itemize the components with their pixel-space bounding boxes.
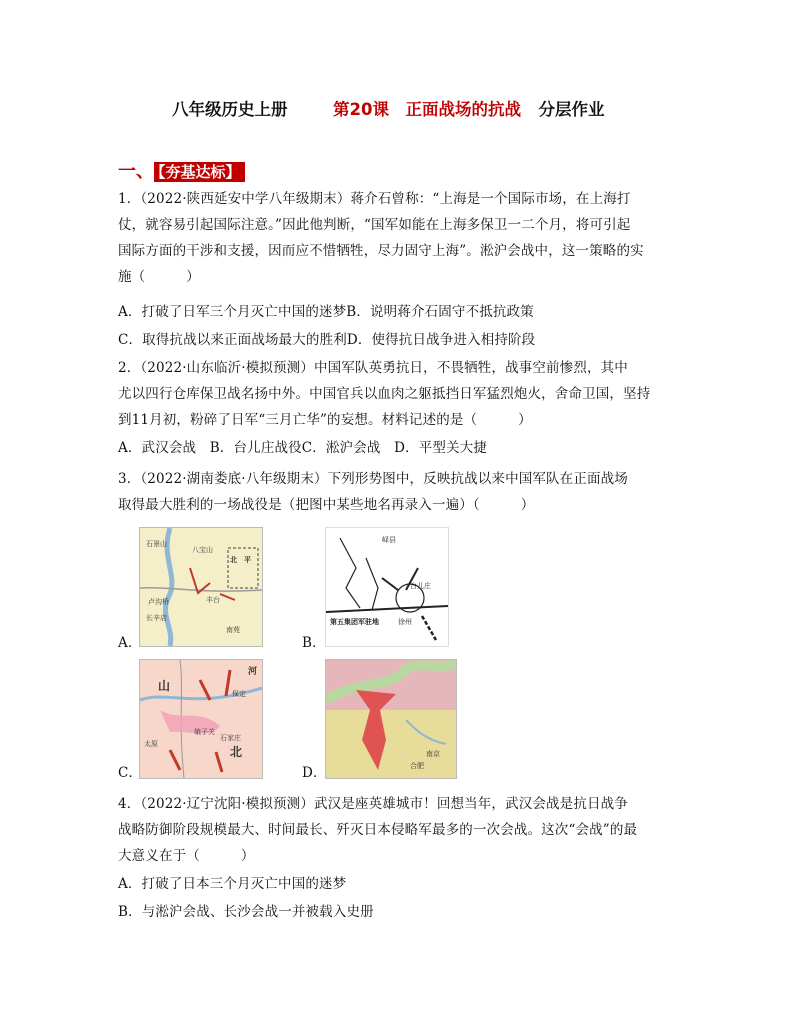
q1-line-4: 施（ ）: [118, 269, 200, 285]
q1-line-1: 1．（2022·陕西延安中学八年级期末）蒋介石曾称：“上海是一个国际市场，在上海打: [118, 191, 631, 207]
section-heading: 一、 【夯基达标】: [118, 157, 245, 183]
map-a-label-6: 丰台: [206, 596, 220, 604]
map-c-label-3: 河: [248, 667, 258, 677]
q4-option-b: B．与淞沪会战、长沙会战一并被载入史册: [118, 904, 374, 920]
map-a-label-1: 石景山: [146, 540, 167, 548]
q2-line-1: 2．（2022·山东临沂·模拟预测）中国军队英勇抗日，不畏牺牲，战事空前惨烈，其中: [118, 360, 628, 376]
q2-line-2: 尤以四行仓库保卫战名扬中外。中国官兵以血肉之躯抵挡日军猛烈炮火，舍命卫国，坚持: [118, 386, 651, 402]
q4-option-a: A．打破了日本三个月灭亡中国的迷梦: [118, 876, 347, 892]
q2-options: A．武汉会战 B．台儿庄战役C．淞沪会战 D．平型关大捷: [118, 440, 488, 456]
map-a-label-7: 南苑: [226, 626, 240, 634]
q4-line-1: 4．（2022·辽宁沈阳·模拟预测）武汉是座英雄城市！回想当年，武汉会战是抗日战争: [118, 796, 628, 812]
q4-line-3: 大意义在于（ ）: [118, 848, 255, 864]
map-c-label-6: 娘子关: [194, 728, 215, 736]
q2-line-3: 到11月初，粉碎了日军“三月亡华”的妄想。材料记述的是（ ）: [118, 412, 532, 428]
map-a-label-2: 八宝山: [192, 546, 213, 554]
map-d-image: [325, 659, 457, 779]
map-c-label-4: 保定: [232, 690, 246, 698]
q1-line-2: 仗，就容易引起国际注意。”因此他判断，“国军如能在上海多保卫一二个月，将可引起: [118, 217, 631, 233]
q1-line-3: 国际方面的干涉和支援，因而应不惜牺牲，尽力固守上海”。淞沪会战中，这一策略的实: [118, 243, 644, 259]
map-b-image: [325, 527, 449, 647]
map-b-label-4: 徐州: [398, 618, 412, 626]
q3-label-a: A．: [118, 635, 142, 651]
map-d-label-1: 合肥: [410, 762, 424, 770]
q3-label-d: D．: [302, 765, 327, 781]
map-a-image: [139, 527, 263, 647]
map-a-label-5: 长辛店: [146, 614, 167, 622]
map-b-label-3: 第五集团军驻地: [330, 618, 379, 626]
q3-line-2: 取得最大胜利的一场战役是（把图中某些地名再录入一遍）（ ）: [118, 497, 535, 513]
map-c-label-2: 北: [230, 745, 243, 759]
map-d-label-2: 南京: [426, 750, 440, 758]
q4-line-2: 战略防御阶段规模最大、时间最长、歼灭日本侵略军最多的一次会战。这次“会战”的最: [118, 822, 638, 838]
map-b-label-1: 峄县: [382, 536, 396, 544]
map-c-label-7: 太原: [144, 740, 158, 748]
map-b-label-2: 台儿庄: [410, 582, 431, 590]
map-a-label-3: 北 平: [230, 556, 251, 564]
q3-line-1: 3．（2022·湖南娄底·八年级期末）下列形势图中，反映抗战以来中国军队在正面战场: [118, 471, 628, 487]
q3-label-b: B．: [302, 635, 326, 651]
q3-label-c: C．: [118, 765, 143, 781]
page-title: 八年级历史上册 第20课 正面战场的抗战 分层作业: [172, 100, 605, 119]
q1-options-ab: A．打破了日军三个月灭亡中国的迷梦B．说明蒋介石固守不抵抗政策: [118, 304, 534, 320]
map-c-label-1: 山: [158, 679, 171, 693]
map-a-label-4: 卢沟桥: [148, 598, 169, 606]
map-c-label-5: 石家庄: [220, 734, 241, 742]
q1-options-cd: C．取得抗战以来正面战场最大的胜利D．使得抗日战争进入相持阶段: [118, 332, 536, 348]
map-c-image: [139, 659, 263, 779]
